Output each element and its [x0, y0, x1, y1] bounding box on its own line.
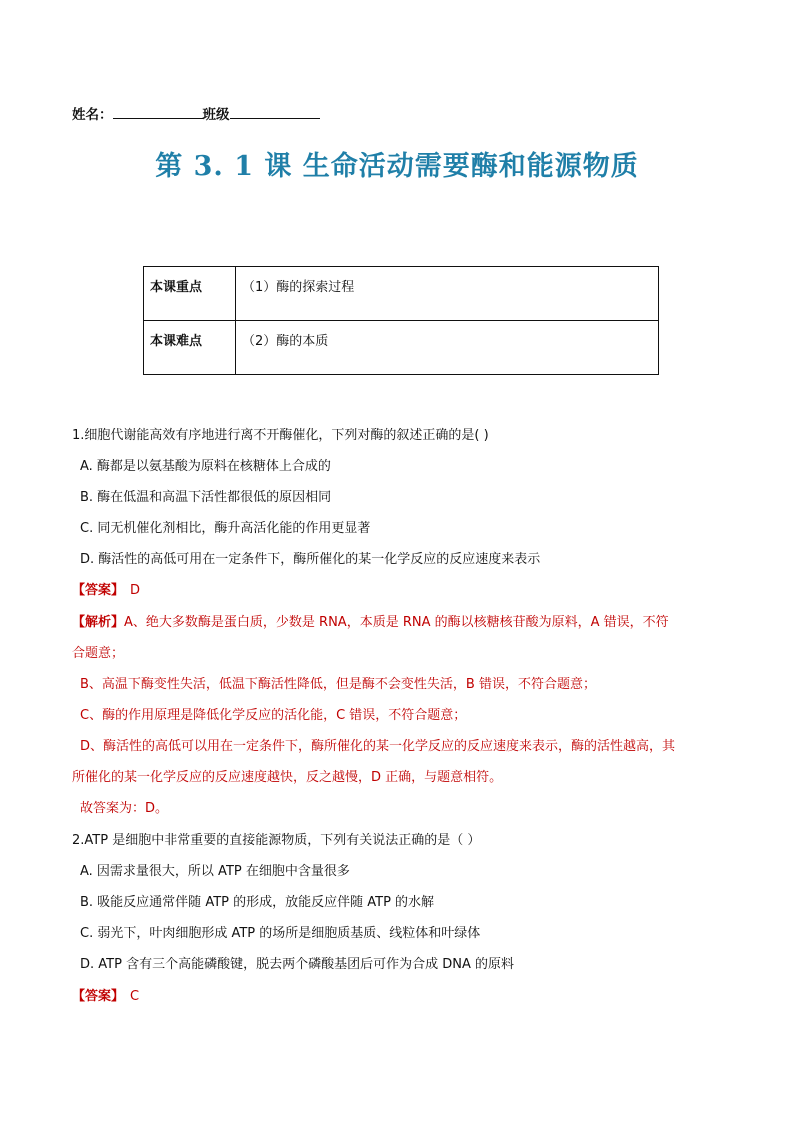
analysis-text: C、酶的作用原理是降低化学反应的活化能，C 错误，不符合题意； — [80, 708, 467, 723]
answer-tag: 【答案】 — [72, 583, 125, 598]
keypoint-key: 本课难点 — [144, 321, 236, 375]
class-label: 班级 — [202, 107, 230, 123]
question-option: B. 酶在低温和高温下活性都很低的原因相同 — [80, 490, 332, 505]
keypoint-value: （1）酶的探索过程 — [236, 267, 659, 321]
keypoint-key: 本课重点 — [144, 267, 236, 321]
question-option: A. 因需求量很大，所以 ATP 在细胞中含量很多 — [80, 864, 350, 879]
question-option: C. 同无机催化剂相比，酶升高活化能的作用更显著 — [80, 521, 371, 536]
answer-value: D — [130, 583, 141, 598]
table-row — [144, 267, 659, 321]
answer-line — [72, 579, 140, 598]
table-row — [144, 321, 659, 375]
answer-value: C — [130, 989, 140, 1004]
name-blank — [113, 104, 203, 119]
question-option: C. 弱光下，叶肉细胞形成 ATP 的场所是细胞质基质、线粒体和叶绿体 — [80, 926, 481, 941]
question-option: D. 酶活性的高低可用在一定条件下，酶所催化的某一化学反应的反应速度来表示 — [80, 552, 541, 567]
analysis-text: 所催化的某一化学反应的反应速度越快，反之越慢，D 正确，与题意相符。 — [72, 770, 503, 785]
analysis-text: A、绝大多数酶是蛋白质，少数是 RNA，本质是 RNA 的酶以核糖核苷酸为原料，A 错误，不符 — [124, 615, 669, 630]
analysis-tag: 【解析】 — [72, 615, 125, 630]
question-option: D. ATP 含有三个高能磷酸键，脱去两个磷酸基团后可作为合成 DNA 的原料 — [80, 957, 514, 972]
answer-tag: 【答案】 — [72, 989, 125, 1004]
question-option: A. 酶都是以氨基酸为原料在核糖体上合成的 — [80, 459, 331, 474]
name-label: 姓名： — [72, 107, 113, 123]
answer-line — [72, 985, 139, 1004]
analysis-text: B、高温下酶变性失活，低温下酶活性降低，但是酶不会变性失活，B 错误，不符合题意； — [80, 677, 596, 692]
keypoint-value: （2）酶的本质 — [236, 321, 659, 375]
question-stem: 1.细胞代谢能高效有序地进行离不开酶催化，下列对酶的叙述正确的是( ) — [72, 428, 489, 443]
name-class-line — [72, 103, 320, 123]
question-option: B. 吸能反应通常伴随 ATP 的形成，放能反应伴随 ATP 的水解 — [80, 895, 435, 910]
analysis-text: D、酶活性的高低可以用在一定条件下，酶所催化的某一化学反应的反应速度来表示，酶的活性越高，其 — [80, 739, 676, 754]
question-stem: 2.ATP 是细胞中非常重要的直接能源物质，下列有关说法正确的是（ ） — [72, 833, 481, 848]
conclusion-text: 故答案为：D。 — [80, 801, 169, 816]
page-title: 第 3. 1 课 生命活动需要酶和能源物质 — [155, 151, 639, 182]
analysis-line — [72, 611, 669, 630]
analysis-text: 合题意； — [72, 646, 125, 661]
class-blank — [230, 104, 320, 119]
keypoints-table — [143, 266, 659, 375]
